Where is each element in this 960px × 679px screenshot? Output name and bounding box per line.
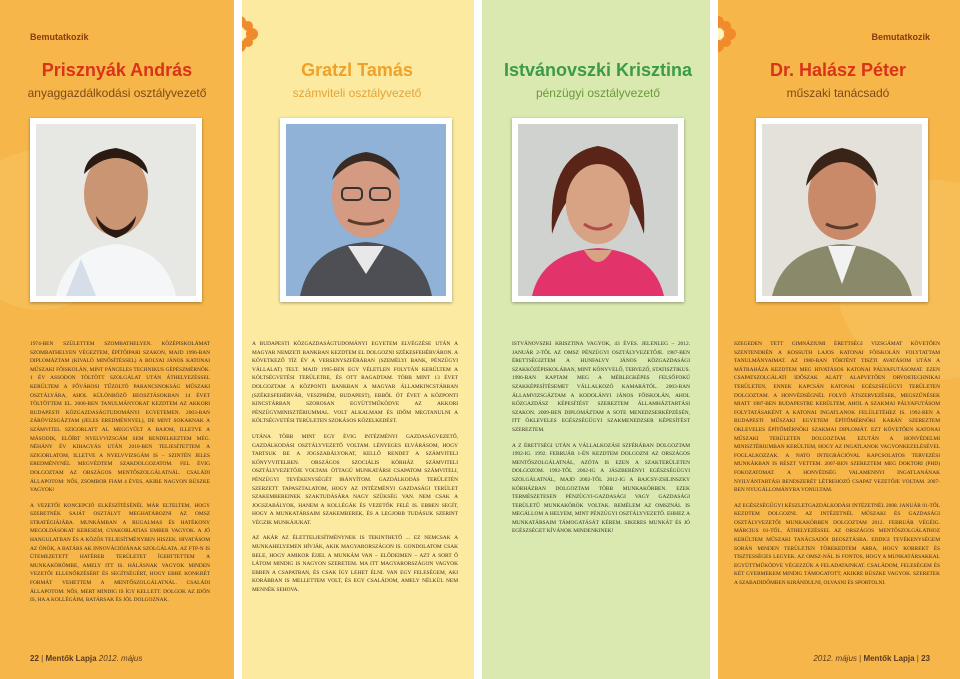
magazine-title: Mentők Lapja: [45, 654, 97, 663]
bio-paragraph: ISTVÁNOVSZKI KRISZTINA VAGYOK, 43 ÉVES. JELENLEG – 2012. JANUÁR 2-TŐL AZ OMSZ PÉNZÜGYI OSZTÁLYVEZETŐJE. 1987-BEN ÉRETTSÉGIZTEM A HUNFALVY JÁNOS KÖZGAZDASÁGI SZAKKÖZÉPISKOLÁBAN, MINT KÖNYVELŐ, TERVEZŐ, STATISZTIKUS. 1996-BAN KAPTAM MEG A MÉRLEGKÉPES FELSŐFOKÚ SZAKKÉPESÍTÉSEMET VÁLLALKOZÓ KAMARÁTÓL. 2003-BAN ÁLLAMVIZSGÁZTAM A KODOLÁNYI JÁNOS FŐISKOLÁN, AHOL KÖZGAZDÁSZ KÉPESÍTÉST SZEREZTEM ÁLLAMHÁZTARTÁSI SZAKON. 2009-BEN DIPLOMÁZTAM A SOTE MENEDZSERKÉPZÉSÉN, ITT ÖKLEVELES EGÉSZSÉGÜGYI SZAKMENEDZSER KÉPESÍTÉST SZEREZTEM.: [512, 341, 690, 433]
person-role: anyaggazdálkodási osztályvezető: [27, 86, 207, 100]
person-name: Dr. Halász Péter: [769, 60, 907, 80]
person-role: számviteli osztályvezető: [292, 86, 422, 100]
biography-text: [30, 340, 210, 612]
bio-paragraph: UTÁNA TÖBB MINT EGY ÉVIG INTÉZMÉNYI GAZDASÁGVEZETŐ, GAZDÁLKODÁSI OSZTÁLYVEZETŐ VOLTAM. LÉNYEGES ELVÁRÁSOM, HOGY TARTSUK BE A JOGSZABÁLYOKAT, KELLŐ RENDET A SZÁMVITELI KÖNYVVITELBEN. ORSZÁGOS SZOCIÁLIS KÓRHÁZ SZÁMVITELI OSZTÁLYVEZETŐJE VOLTAM. ÖTTAGÚ MUNKATÁRSI CSAPATOM SZÁMVITELI, PÉNZÜGYI TEVÉKENYSÉGÉT IRÁNYÍTOM. GAZDÁLKODÁS TERÜLETÉN SZERZETT TAPASZTALATOM, HOGY AZ INTÉZMÉNYI GAZDASÁGI TERÜLET SZAKEMBEREINEK SZAKTUDÁSÁRA NAGY SZÜKSÉG VAN. NEM CSAK A JOGSZABÁLYOK, HANEM A KOLLÉGÁK ÉS VEZETŐK FELÉ IS. EBBEN SEGÍT, HOGY A MUNKATÁRSAIM SZAKEMBEREK, ÉS A LEGJOBB TUDÁSUK SZERINT VÉGZIK MUNKÁJUKAT.: [252, 433, 458, 526]
biography-text: [512, 340, 690, 543]
profile-column-istvanovszki: [480, 0, 716, 679]
biography-text: [252, 340, 458, 602]
bio-paragraph: AZ AKÁR AZ ÉLETTELJESÍTMÉNYNEK IS TEKINTHETŐ ... EZ NEMCSAK A MUNKAHELYEMEN HÍVJÁK, AKIK MAGYARORSZÁGON IS. GONDOLATOM CSAK BELE, HOGY AMIKOR ÉJJEL A MUNKÁM VAN – ELŐDEIMEN – AZT A SORT Ő LÁTOM MINDIG IS NAGYON SZERETEM. MA ITT MAGYARORSZÁGON VAGYOK EBBEN A CSAPATBAN, ÉS CSAK ÍGY LEHET ÉLNI. VAN EGY FELESÉGEM, AKI KORÁBBAN IS MELLETTEM VOLT, ÉS EGY CSALÁDOM, AMELY NÉLKÜL NEM MENNÉK SEHOVA.: [252, 535, 458, 594]
biography-text: [734, 340, 940, 595]
page-footer-left: 22 | Mentők Lapja 2012. május: [30, 654, 143, 663]
column-gutter: [474, 0, 482, 679]
page-number: 23: [921, 654, 930, 663]
bio-paragraph: A BUDAPESTI KÖZGAZDASÁGTUDOMÁNYI EGYETEM ELVÉGZÉSE UTÁN A MAGYAR NEMZETI BANKBAN KEZDTEM EL DOLGOZNI SZÉKESFEHÉRVÁRON. A KÖVETKEZŐ TÍZ ÉV A VERSENYSZFÉRÁBAN (SZEMÉLYI BANK, PÉNZÜGYI VÁLLALAT) TELT. MAJD 1995-BEN EGY VÉLETLEN FOLYTÁN KERÜLTEM A KÖLTSÉGVETÉSI TERÜLETRE, ÉS OTT RAGADTAM. TÖBB MINT 13 ÉVET DOLGOZTAM A KÖZPONTI BANKBAN A MAGYAR ÁLLAMKINCSTÁRBAN (SZÉKESFEHÉRVÁR, VESZPRÉM, BUDAPEST), EBBŐL ÖT ÉVET A KÖZPONTI KINCSTÁRBAN SZOROSAN EGYÜTTMŰKÖDVE AZ AKKORI PÉNZÜGYMINISZTÉRIUMMAL. VOLT ALKALMAM ÉS IDŐM MEGTANULNI A KÖLTSÉGVETÉSI TERÜLETEN SZOKÁSOS KÖZELKEDÉST.: [252, 341, 458, 425]
column-gutter: [234, 0, 242, 679]
portrait-photo: [286, 124, 446, 296]
profile-column-halasz: [716, 0, 960, 679]
portrait-frame: [756, 118, 928, 302]
bio-paragraph: AZ EGÉSZSÉGÜGYI KÉSZLETGAZDÁLKODÁSI INTÉZETNÉL 2008. JANUÁR 01-TŐL KEZDTEM DOLGOZNI. AZ INTÉZETNÉL MŰSZAKI ÉS GAZDASÁGI OSZTÁLYVEZETŐI MUNKAKÖRBEN DOLGOZTAM 2012. FEBRUÁR VÉGÉIG. MÁRCIUS 01-TŐL, ÁTHELYEZÉSSEL AZ ORSZÁGOS MENTŐSZOLGÁLATHOZ KERÜLTEM MŰSZAKI TANÁCSADÓI BEOSZTÁSBA. EDDIGI TEVÉKENYSÉGEM SORÁN MINDEN TERÜLETEN TÖREKEDTEM ARRA, HOGY KORREKT ÉS TISZTESSÉGES LEGYEK. AZ OMSZ-NÁL IS FONTOS, HOGY A MUNKATÁRSAKKAL EGYÜTTMŰKÖDVE VÉGEZZÜK A FELADATAINKAT. CSALÁDOM, FELESÉGEM ÉS KÉT GYERMEKEM MINDIG TÁMOGATOTT, AKIKRE BÜSZKE VAGYOK. SZERETEK A SZABADIDŐMBEN KIRÁNDULNI, OLVASNI ÉS SPORTOLNI.: [734, 502, 940, 587]
portrait-photo: [762, 124, 922, 296]
bio-paragraph: A VEZETŐI KONCEPCIÓ ELKÉSZÍTÉSÉNÉL MÁR ELTELTEM, HOGY SZERETNÉK SAJÁT OSZTÁLYT MEGHATÁROZNI AZ OMSZ STRATÉGIÁJÁBA. MUNKÁMBAN A RUGALMAS ÉS HATÉKONY MEGOLDÁSOKAT KERESEM, GYAKORLATIAS EMBER VAGYOK. A JÓ HANGULATBAN ÉS A KÖZÖS TELJESÍTMÉNYBEN HISZEK. HIVATÁSOM AZ ÖNÖK, A BATÁRS AK INNOVÁCIÓJÁNAK SZOLGÁLATA. AZ FTP-N IS ÜTEMEZETETT HATÉREB TERÜLETET ÍGERTTETTEM A MUNKAKÖRÖMBE, AMELY ITT IS. HÁLÁSNAK VAGYOK MINDEN VEZETŐI ELLENŐRZÉSÉRT ÉS SEGÍTSÉGÉRT, HOGY EBBE KONKRÉT FORMÁT VEHETTEM A MENTŐSZOLGÁLATNÁL. CSALÁDI ÁLLAPOTOM: NŐS, MERT MINDIG IS ÍGY KELLETT. DOLGOK AZ IDŐN IS, HA A KOLLÉGÁIM, BATÁRSAK ÉS JÓL DOLGOZNAK.: [30, 502, 210, 604]
issue-date: 2012. május: [813, 654, 857, 663]
section-label: Bemutatkozik: [871, 32, 930, 42]
magazine-title: Mentők Lapja: [863, 654, 915, 663]
section-label: Bemutatkozik: [30, 32, 89, 42]
person-role: műszaki tanácsadó: [786, 86, 890, 100]
person-name: Istvánovszki Krisztina: [503, 60, 693, 80]
issue-date: 2012. május: [98, 654, 143, 663]
portrait-frame: [30, 118, 202, 302]
bio-paragraph: SZEGEDEN TETT GIMNÁZIUMI ÉRETTSÉGI VIZSGÁMAT KÖVETŐEN SZENTENDRÉN A KOSSUTH LAJOS KATONAI FŐISKOLÁN FOLYTATTAM TANULMÁNYAIMAT. AZ 1980-BAN TÖRTÉNT TISZTI AVATÁSOM UTÁN A MÁTRAHÁZA KEZDTEM MEG HIVATÁSOS KATONAI PÁLYAFUTÁSOMAT. EZEN CSAPATSZOLGÁLATI IDŐSZAK ALATT ALAPVETŐEN ORVOSTECHNIKAI TERÜLETEN, ENNEK KAPCSÁN KATONAI EGÉSZSÉGÜGYI TERÜLETEN DOLGOZTAM. A HONVÉDSÉGNÉL FOLYÓ ÁTSZERVEZÉSEK, MEGSZŰNÉSEK MIATT 1987-BEN BUDAPESTRE KERÜLTEM, AHOL A SZAKMAI PÁLYAFUTÁSOM FOLYTATÁSAKÉNT A KATONAI INGATLANOK FELÜLETÉHEZ IS. 1992-BEN A BUDAPESTI MŰSZAKI EGYETEM ÉPÍTŐMÉRNÖKI KARÁN SZEREZTEM OKLEVELES ÉPÍTŐMÉRNÖKI SZAKMAI DIPLOMÁT. EZT KÖVETŐEN KATONAI MŰSZAKI TERÜLETEN DOLGOZTAM. EZUTÁN A HONVÉDELMI MINISZTÉRIUMBAN KERÜLTEM, HOGY AZ INGATLANOK VAGYONKEZELÉSÉVEL FOGLALKOZZAK. A NATO INTEGRÁCIÓVAL KAPCSOLATOS TERVEZÉSI MUNKÁKBAN IS RÉSZT VETTEM. 2007-BEN SZEREZTEM MEG DOKTORI (PHD) FOKOZATOMAT. A HONVÉDSÉG VALAMENNYI INGATLANÁNAK NYILVÁNTARTÁSI RENDSZERÉT LÉTREHOZÓ CSAPAT VEZETŐJE VOLTAM. 2007-BEN NYUGÁLLOMÁNYBA VONULTAM.: [734, 341, 940, 494]
portrait-frame: [512, 118, 684, 302]
page-number: 22: [30, 654, 39, 663]
column-gutter: [710, 0, 718, 679]
profile-column-gratzl: [234, 0, 480, 679]
person-role: pénzügyi osztályvezető: [535, 86, 661, 100]
bio-paragraph: 1974-BEN SZÜLETTEM SZOMBATHELYEN. KÖZÉPISKOLÁMAT SZOMBATHELYEN VÉGEZTEM, ÉPÍTŐIPARI SZAKON, MAJD 1996-BAN DIPLOMÁZTAM (KIVALÓ MINŐSÍTÉSSEL) A BOLYAI JÁNOS KATONAI MŰSZAKI FŐISKOLÁN, MINT PÁNCELES TECHNIKUS GÉPÉSZMÉRNÖK. 1 ÉV ASSODON TÖLTÖTT SZOLGÁLAT UTÁN ÁTHELYEZÉSSEL KERÜLTEM A FŐVÁROSI TŰZOLTÓ PARANCSNOKSÁG MŰSZAKI OSZTÁLYÁRA, AHOL KÜLÖNBÖZŐ BEOSZTÁSOKBAN 14 ÉVET TÖLTÖTTEM EL. 2000-BEN TANULMÁNYOKAT KEZDTEM AZ AKKORI BUDAPESTI KÖZGAZDASÁGTUDOMÁNYI EGYETEMEN. 2003-BAN ZÁRÓVIZSGÁZTAM (JELES EREDMÉNNYEL), DE MINT SOKAKNAK A SZÁMVITEL SZIGORLATT AL MEGGYŰLT A BAJOM, ILLETVE A MÁSODIK, ELŐÍRT NYELVVIZSGÁM SEM RENDELKEZTEM MÉG. NÉHÁNY ÉV KIHAGYÁS UTÁN 2010-BEN TELJESÍTETTEM A SZIGORLATOM, ILLETVE A NYELVVIZSGÁM IS – SZINTÉN JELES EREDMÉNYNÉL MEGVÉDTEM SZAKDOLGOZATOM. FEL ÉVIG DOLGOZTAM AZ ORSZÁGOS MENTŐSZOLGÁLATNÁL. CSALÁDI ÁLLAPOTOM: NŐS, ZSOMBOR FIAM 4 ÉVES, AKIRE NAGYON BÜSZKE VAGYOK!: [30, 341, 210, 494]
person-name: Prisznyák András: [41, 60, 193, 80]
portrait-photo: [36, 124, 196, 296]
bio-paragraph: A Z ÉRETTSÉGI UTÁN A VÁLLALKOZÁSI SZFÉRÁBAN DOLGOZTAM 1992-IG. 1992. FEBRUÁR 1-ÉN KEZDTEM DOLGOZNI AZ ORSZÁGOS MENTŐSZOLGÁLATNÁL, AZÓTA IS EZEN A SZAKTERÜLETEN DOLGOZOM. 1992-TŐL 2002-IG A JÁSZBERÉNYI EGÉSZSÉGÜGYI SZOLGÁLATNÁL, MAJD 2002-TŐL 2012-IG A BAJCSY-ZSILINSZKY KÓRHÁZBAN DOLGOZTAM TÖBB MUNKAKÖRBEN. EZEK TERMÉSZETESEN PÉNZÜGYI-GAZDASÁGI VAGY GAZDASÁGI TERÜLETŰ MUNKAKÖRÖK VOLTAK. REMÉLEM AZ OMSZNÁL IS MEGÁLLOM A HELYEM, MINT PÉNZÜGYI OSZTÁLYVEZETŐ. EHHEZ A MUNKATÁRSAIM TÁMOGATÁSÁT KÉREM. SIKERES MUNKÁT ÉS JÓ EGÉSZSÉGET KÍVÁNOK MINDENKINEK!: [512, 442, 690, 535]
profile-column-prisznyak: [0, 0, 234, 679]
portrait-photo: [518, 124, 678, 296]
flower-icon: [716, 14, 738, 54]
page-footer-right: 2012. május | Mentők Lapja | 23: [813, 654, 930, 663]
person-name: Gratzl Tamás: [301, 60, 413, 80]
portrait-frame: [280, 118, 452, 302]
